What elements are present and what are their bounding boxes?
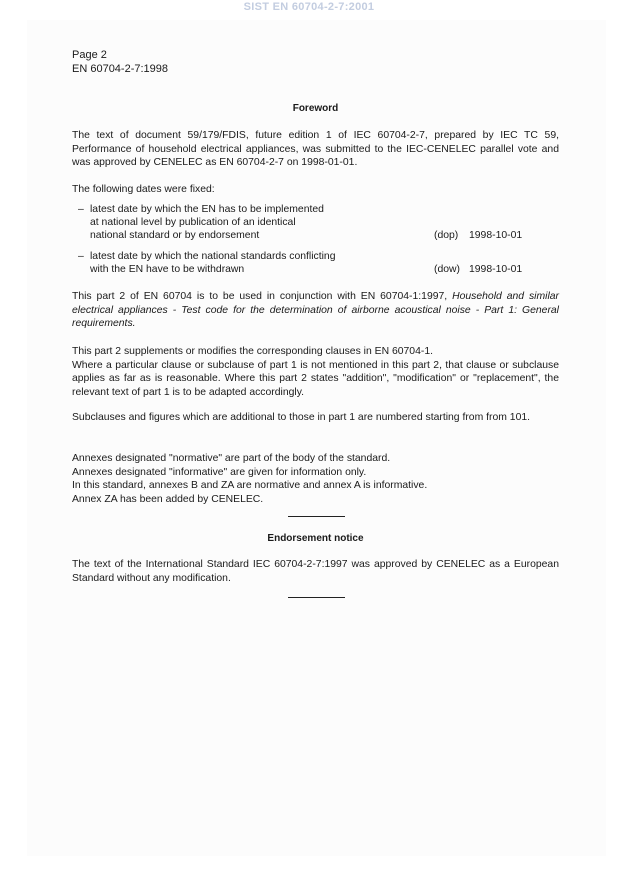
document-id: EN 60704-2-7:1998 — [72, 63, 169, 75]
supplement-paragraph — [72, 345, 559, 399]
numbering-paragraph: Subclauses and figures which are additional to those in part 1 are numbered starting from from 101. — [72, 412, 531, 423]
dop-code: (dop) — [434, 230, 459, 241]
dow-date: 1998-10-01 — [469, 264, 523, 275]
dow-description — [90, 250, 420, 276]
dates-intro: The following dates were fixed: — [72, 184, 215, 195]
list-dash: – — [78, 204, 84, 215]
endorsement-heading: Endorsement notice — [267, 533, 364, 544]
dow-code: (dow) — [434, 264, 460, 275]
dop-list-item — [78, 203, 559, 245]
annex-line: Annexes designated "informative" are given for information only. — [72, 466, 367, 478]
endorsement-text: The text of the International Standard IEC 60704-2-7:1997 was approved by CENELEC as a European Standard without any modification. — [72, 559, 559, 584]
section-divider — [288, 516, 345, 517]
usage-paragraph — [72, 290, 559, 331]
usage-title: Household and similar electrical appliances - Test code for the determination of airborne acoustical noise - Part 1: General requirements. — [72, 291, 559, 329]
dow-list-item — [78, 250, 559, 278]
annex-line: Annex ZA has been added by CENELEC. — [72, 493, 264, 505]
supplement-line: This part 2 supplements or modifies the corresponding clauses in EN 60704-1. — [72, 346, 433, 357]
watermark: SIST EN 60704-2-7:2001 — [243, 1, 375, 13]
dop-line: national standard or by endorsement — [90, 230, 260, 241]
list-dash: – — [78, 251, 84, 262]
page-header — [72, 48, 168, 76]
dop-description — [90, 203, 420, 242]
annex-line: Annexes designated "normative" are part of the body of the standard. — [72, 453, 391, 464]
annex-paragraph — [72, 452, 559, 506]
usage-text: This part 2 of EN 60704 is to be used in conjunction with EN 60704-1:1997, — [72, 291, 448, 302]
dop-line: latest date by which the EN has to be implemented — [90, 204, 324, 215]
dop-date: 1998-10-01 — [469, 230, 523, 241]
foreword-heading: Foreword — [292, 103, 339, 114]
annex-line: In this standard, annexes B and ZA are normative and annex A is informative. — [72, 480, 428, 491]
dow-line: with the EN have to be withdrawn — [90, 264, 245, 275]
dop-line: at national level by publication of an identical — [90, 217, 296, 228]
supplement-text: Where a particular clause or subclause of part 1 is not mentioned in this part 2, that clause or subclause applies as far as is reasonable. Where this part 2 states "addition", "modification" or "replacement", the relevant text of part 1 is to be adapted accordingly. — [72, 359, 559, 398]
foreword-intro: The text of document 59/179/FDIS, future edition 1 of IEC 60704-2-7, prepared by IEC TC 59, Performance of household electrical appliances, was submitted to the IEC-CENELEC parallel vote and was approved by CENELEC as EN 60704-2-7 on 1998-01-01. — [72, 130, 559, 168]
closing-divider — [288, 597, 345, 598]
dow-line: latest date by which the national standards conflicting — [90, 251, 336, 262]
page-number: Page 2 — [72, 49, 107, 61]
